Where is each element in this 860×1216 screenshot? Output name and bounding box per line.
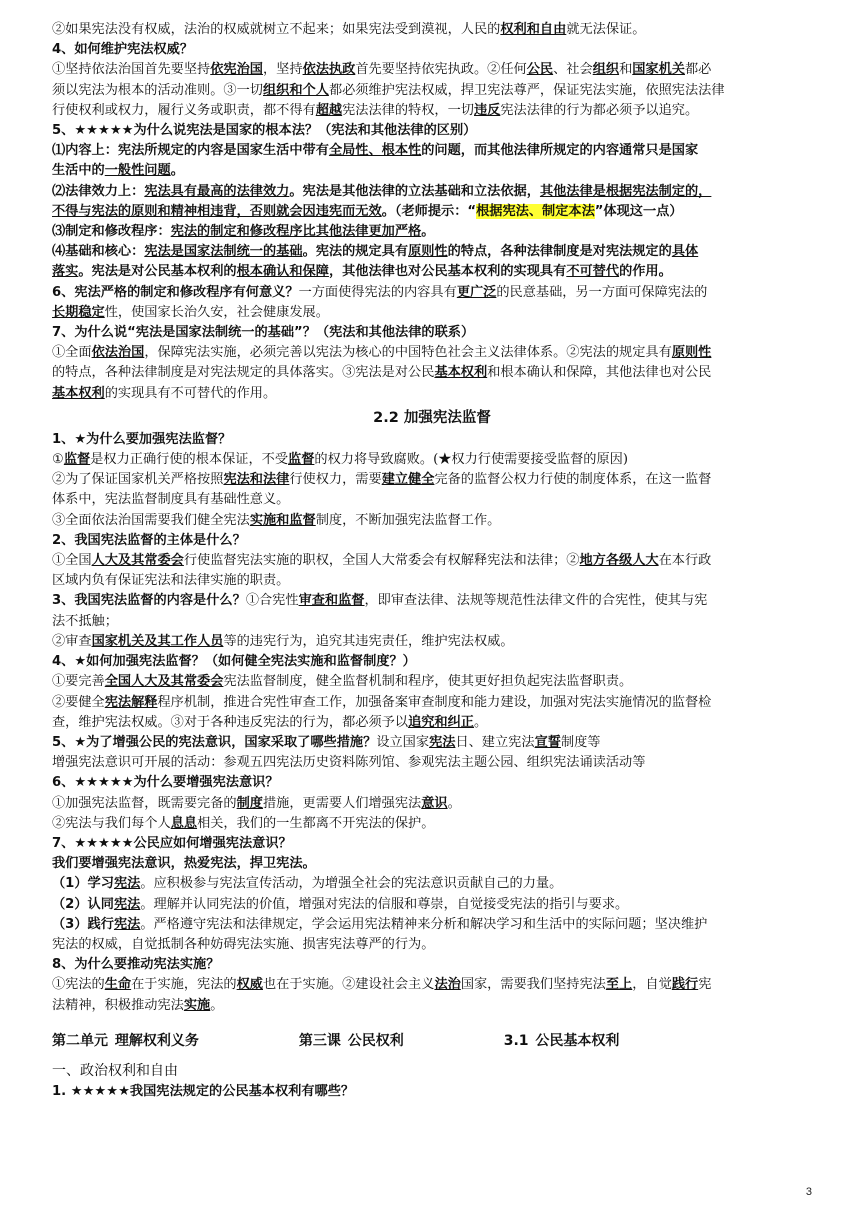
text-line: [52, 551, 812, 571]
text-segment: 也在于实施。②建设社会主义: [263, 977, 435, 993]
text-line: [52, 384, 812, 404]
bold-text: 1. ★★★★★我国宪法规定的公民基本权利有哪些？: [52, 1083, 355, 1099]
underlined-keyword: 依法治国: [91, 345, 145, 361]
highlighted-text: 根据宪法、制定本法: [476, 203, 595, 219]
text-segment: 。应积极参与宪法宣传活动，为增强全社会的宪法意识贡献自己的力量。: [140, 876, 563, 892]
text-line: [52, 141, 812, 161]
text-segment: 行使监督宪法实施的职权，全国人大常委会有权解释宪法和法律；②: [183, 553, 580, 569]
text-segment: ①坚持依法治国首先要坚持: [52, 62, 211, 78]
text-line: [52, 470, 812, 490]
text-line: [52, 222, 812, 242]
text-segment: ②如果宪法没有权威，法治的权威就树立不起来；如果宪法受到漠视，人民的: [52, 22, 501, 37]
underlined-keyword: 原则性: [671, 345, 712, 361]
text-segment: 的实现具有不可替代的作用。: [104, 385, 277, 401]
bold-text: ”体现这一点）: [594, 203, 683, 219]
underlined-keyword: 原则性: [408, 244, 448, 260]
text-line: [52, 672, 812, 692]
text-segment: 。: [210, 997, 224, 1013]
text-segment: ①全国: [52, 553, 92, 569]
underlined-keyword: 践行: [671, 977, 699, 993]
underlined-keyword: 监督: [288, 452, 315, 468]
text-line: [52, 430, 812, 450]
bold-text: ⑷基础和核心：: [52, 244, 145, 260]
text-segment: 在本行政: [658, 553, 712, 569]
text-line: [52, 693, 812, 713]
text-segment: ②宪法与我们每个人: [52, 815, 171, 831]
underlined-keyword: 违反: [474, 102, 501, 118]
text-line: [52, 794, 812, 814]
text-segment: ①合宪性: [245, 593, 299, 609]
text-segment: 都必: [685, 62, 712, 78]
text-line: [52, 242, 812, 262]
text-segment: 宪: [698, 977, 712, 993]
text-line: [52, 101, 812, 121]
text-segment: ①: [52, 452, 64, 468]
underlined-keyword: 宪法: [429, 734, 456, 750]
bold-text: 6、★★★★★为什么要增强宪法意识？: [52, 775, 279, 791]
text-segment: 就无法保证。: [566, 22, 646, 37]
text-segment: ②要健全: [52, 694, 105, 710]
text-line: [52, 895, 812, 915]
text-segment: 2.2 加强宪法监督: [373, 409, 491, 426]
bold-text: 。: [170, 163, 184, 179]
text-line: [52, 955, 812, 975]
text-line: [52, 323, 812, 343]
text-segment: 日、建立宪法: [455, 734, 535, 750]
bold-text: 的特点，各种法律制度是对宪法规定的: [447, 244, 672, 260]
bold-text: 。宪法是对公民基本权利的: [78, 264, 237, 280]
text-segment: ②审查: [52, 633, 92, 649]
underlined-keyword: 息息: [170, 815, 198, 831]
text-segment: 、社会: [553, 62, 593, 78]
text-segment: ①宪法的: [52, 977, 105, 993]
underlined-keyword: 追究和纠正: [408, 714, 474, 730]
bold-text: 4、★如何加强宪法监督？（如何健全宪法实施和监督制度？）: [52, 654, 416, 670]
underlined-keyword: 宪法和法律: [223, 472, 290, 488]
text-segment: 程序机制，推进合宪性审查工作，加强备案审查制度和能力建设，加强对宪法实施情况的监督检: [157, 694, 712, 710]
text-segment: 制度等: [560, 734, 601, 750]
underlined-keyword: 制度: [236, 795, 263, 811]
underlined-keyword: 落实: [52, 264, 79, 280]
bold-text: 7、★★★★★公民应如何增强宪法意识？: [52, 835, 292, 851]
text-segment: 宪法监督制度，健全监督机制和程序，使其更好担负起宪法监督职责。: [223, 674, 633, 690]
text-segment: 设立国家: [376, 734, 430, 750]
text-segment: ，即审查法律、法规等规范性法律文件的合宪性，使其与宪: [364, 593, 708, 609]
text-segment: 宪法法律的特权，一切: [342, 102, 474, 118]
text-line: [52, 773, 812, 793]
bold-text: ，其他法律也对公民基本权利的实现具有: [328, 264, 567, 280]
underlined-keyword: 不可替代: [566, 264, 620, 280]
bold-text: 。（老师提示：“: [381, 203, 477, 219]
bold-text: 。宪法是其他法律的立法基础和立法依据，: [289, 183, 540, 199]
text-line: [52, 753, 812, 773]
text-segment: ③全面依法治国需要我们健全宪法: [52, 512, 250, 528]
underlined-keyword: 一般性问题: [104, 163, 171, 179]
bold-text: 4、如何维护宪法权威？: [52, 42, 194, 58]
underlined-keyword: 宪法: [113, 876, 141, 892]
text-line: [52, 733, 812, 753]
text-segment: 国家，需要我们坚持宪法: [460, 977, 606, 993]
bold-text: 3、我国宪法监督的内容是什么？: [52, 593, 246, 609]
text-segment: 宪法的权威，自觉抵制各种妨碍宪法实施、损害宪法尊严的行为。: [52, 936, 435, 952]
text-line: [52, 182, 812, 202]
text-line: [52, 161, 812, 181]
text-segment: 一、政治权利和自由: [52, 1062, 178, 1079]
underlined-keyword: 宪法: [113, 916, 141, 932]
bold-text: ⑶制定和修改程序：: [52, 224, 171, 240]
underlined-keyword: 宪法的制定和修改程序比其他法律更加严格: [170, 224, 422, 240]
bold-text: 我们要增强宪法意识，热爱宪法，捍卫宪法。: [52, 856, 316, 872]
underlined-keyword: 具体: [671, 244, 699, 260]
text-line: [52, 996, 812, 1016]
underlined-keyword: 建立健全: [381, 472, 435, 488]
text-segment: 都必须维护宪法权威，捍卫宪法尊严，保证宪法实施，依照宪法法律: [328, 82, 725, 98]
text-segment: ，保障宪法实施，必须完善以宪法为核心的中国特色社会主义法律体系。②宪法的规定具有: [144, 345, 672, 361]
bold-text: 生活中的: [52, 163, 105, 179]
text-segment: 。: [447, 795, 461, 811]
underlined-keyword: 审查和监督: [298, 593, 365, 609]
text-segment: 增强宪法意识可开展的活动：参观五四宪法历史资料陈列馆、参观宪法主题公园、组织宪法诵读活动等: [52, 755, 646, 771]
text-line: [52, 612, 812, 632]
underlined-keyword: 宪法: [113, 896, 141, 912]
bold-text: 2、我国宪法监督的主体是什么？: [52, 532, 246, 548]
bold-text: 。: [421, 224, 435, 240]
text-line: [52, 262, 812, 282]
text-segment: 相关，我们的一生都离不开宪法的保护。: [197, 815, 435, 831]
bold-text: 5、★为了增强公民的宪法意识，国家采取了哪些措施？: [52, 734, 377, 750]
document-page: [52, 20, 812, 1102]
text-segment: 第三课 公民权利: [298, 1032, 404, 1049]
text-line: [52, 511, 812, 531]
text-line: [52, 202, 812, 222]
bold-text: 。宪法的规定具有: [302, 244, 409, 260]
text-segment: 的权力将导致腐败。(★权力行使需要接受监督的原因): [314, 452, 628, 468]
underlined-keyword: 地方各级人大: [579, 553, 659, 569]
text-line: [52, 60, 812, 80]
text-segment: ，自觉: [632, 977, 672, 993]
section-title: [52, 407, 812, 429]
unit-heading: [52, 1030, 812, 1052]
underlined-keyword: 实施和监督: [249, 512, 316, 528]
bold-text: 7、为什么说“宪法是国家法制统一的基础”？（宪法和其他法律的联系）: [52, 325, 475, 341]
text-line: [52, 490, 812, 510]
underlined-keyword: 宪法具有最高的法律效力: [144, 183, 290, 199]
underlined-keyword: 生命: [104, 977, 132, 993]
text-line: [52, 283, 812, 303]
underlined-keyword: 全局性、根本性: [328, 143, 422, 159]
underlined-keyword: 权利和自由: [500, 22, 567, 37]
underlined-keyword: 法治: [434, 977, 461, 993]
underlined-keyword: 其他法律是根据宪法制定的，: [539, 183, 712, 199]
bold-text: （1）学习: [52, 876, 114, 892]
bold-text: ⑴内容上：宪法所规定的内容是国家生活中带有: [52, 143, 329, 159]
underlined-keyword: 国家机关及其工作人员: [91, 633, 224, 649]
text-segment: ，坚持: [263, 62, 303, 78]
text-segment: 。严格遵守宪法和法律规定，学会运用宪法精神来分析和解决学习和生活中的实际问题；坚决维护: [140, 916, 708, 932]
text-line: [52, 531, 812, 551]
text-segment: 的民意基础，另一方面可保障宪法的: [496, 284, 708, 300]
text-segment: 行使权力，需要: [289, 472, 382, 488]
text-segment: 制度，不断加强宪法监督工作。: [315, 512, 501, 528]
text-segment: 须以宪法为根本的活动准则。③一切: [52, 82, 263, 98]
text-segment: 性，使国家长治久安，社会健康发展。: [104, 304, 329, 320]
text-segment: 是权力正确行使的根本保证，不受: [90, 452, 289, 468]
underlined-keyword: 至上: [605, 977, 633, 993]
bold-text: 6、宪法严格的制定和修改程序有何意义？: [52, 284, 299, 300]
underlined-keyword: 根本确认和保障: [236, 264, 329, 280]
page-number: 3: [805, 1186, 812, 1198]
text-line: [52, 874, 812, 894]
text-segment: 。理解并认同宪法的价值，增强对宪法的信服和尊崇，自觉接受宪法的指引与要求。: [140, 896, 629, 912]
underlined-keyword: 国家机关: [632, 62, 685, 78]
bold-text: 5、★★★★★为什么说宪法是国家的根本法？（宪法和其他法律的区别）: [52, 123, 477, 139]
text-line: [52, 854, 812, 874]
text-line: [52, 935, 812, 955]
text-line: [52, 591, 812, 611]
text-segment: 措施，更需要人们增强宪法: [263, 795, 422, 811]
text-segment: ①要完善: [52, 674, 105, 690]
text-segment: 完备的监督公权力行使的制度体系，在这一监督: [434, 472, 712, 488]
text-segment: 宪法法律的行为都必须予以追究。: [500, 102, 699, 118]
text-segment: 的特点，各种法律制度是对宪法规定的具体落实。③宪法是对公民: [52, 365, 435, 381]
text-line: [52, 571, 812, 591]
text-line: [52, 1082, 812, 1102]
text-segment: ②为了保证国家机关严格按照: [52, 472, 224, 488]
text-segment: 法不抵触；: [52, 613, 118, 629]
text-segment: 法精神，积极推动宪法: [52, 997, 184, 1013]
underlined-keyword: 公民: [526, 62, 554, 78]
bold-text: 8、为什么要推动宪法实施？: [52, 957, 220, 973]
text-line: [52, 834, 812, 854]
underlined-keyword: 人大及其常委会: [91, 553, 184, 569]
underlined-keyword: 全国人大及其常委会: [104, 674, 224, 690]
underlined-keyword: 宣誓: [534, 734, 561, 750]
underlined-keyword: 组织和个人: [263, 82, 329, 98]
text-segment: ①加强宪法监督，既需要完备的: [52, 795, 237, 811]
underlined-keyword: 宪法是国家法制统一的基础: [144, 244, 303, 260]
text-line: [52, 81, 812, 101]
text-segment: 体系中，宪法监督制度具有基础性意义。: [52, 492, 290, 508]
text-segment: 首先要坚持依宪执政。②任何: [355, 62, 527, 78]
text-line: [52, 40, 812, 60]
bold-text: ⑵法律效力上：: [52, 183, 145, 199]
text-line: [52, 363, 812, 383]
text-line: [52, 303, 812, 323]
text-segment: ①全面: [52, 345, 92, 361]
text-line: [52, 713, 812, 733]
underlined-keyword: 依法执政: [302, 62, 356, 78]
bold-text: 的问题，而其他法律所规定的内容通常只是国家: [421, 143, 699, 159]
text-line: [52, 652, 812, 672]
text-segment: 行使权利或权力，履行义务或职责，都不得有: [52, 102, 316, 118]
text-segment: 和根本确认和保障，其他法律也对公民: [487, 365, 712, 381]
underlined-keyword: 更广泛: [456, 284, 497, 300]
underlined-keyword: 组织: [592, 62, 620, 78]
underlined-keyword: 基本权利: [434, 365, 488, 381]
text-segment: 在于实施，宪法的: [131, 977, 237, 993]
text-line: [52, 343, 812, 363]
underlined-keyword: 依宪治国: [210, 62, 263, 78]
text-segment: 。: [474, 714, 488, 730]
underlined-keyword: 不得与宪法的原则和精神相违背，否则就会因违宪而无效: [52, 203, 382, 219]
text-line: [52, 632, 812, 652]
text-line: [52, 915, 812, 935]
text-segment: 等的违宪行为，追究其违宪责任，维护宪法权威。: [223, 633, 514, 649]
underlined-keyword: 长期稳定: [52, 304, 105, 320]
underlined-keyword: 宪法解释: [104, 694, 158, 710]
text-segment: 区域内负有保证宪法和法律实施的职责。: [52, 573, 290, 589]
bold-text: 1、★为什么要加强宪法监督？: [52, 431, 232, 447]
bold-text: （2）认同: [52, 896, 114, 912]
text-segment: 一方面使得宪法的内容具有: [298, 284, 457, 300]
bold-text: （3）践行: [52, 916, 114, 932]
text-segment: 和: [619, 62, 633, 78]
text-line: [52, 975, 812, 995]
underlined-keyword: 基本权利: [52, 385, 105, 401]
underlined-keyword: 监督: [63, 452, 91, 468]
text-line: [52, 121, 812, 141]
text-segment: 3.1 公民基本权利: [503, 1032, 620, 1049]
text-line: [52, 814, 812, 834]
text-segment: 查，维护宪法权威。③对于各种违反宪法的行为，都必须予以: [52, 714, 409, 730]
underlined-keyword: 意识: [421, 795, 448, 811]
text-line: [52, 450, 812, 470]
subsection-heading: [52, 1060, 812, 1082]
underlined-keyword: 超越: [315, 102, 343, 118]
underlined-keyword: 实施: [183, 997, 211, 1013]
underlined-keyword: 权威: [236, 977, 263, 993]
bold-text: 的作用。: [619, 264, 672, 280]
text-segment: 第二单元 理解权利义务: [52, 1032, 199, 1049]
text-line: [52, 20, 812, 40]
